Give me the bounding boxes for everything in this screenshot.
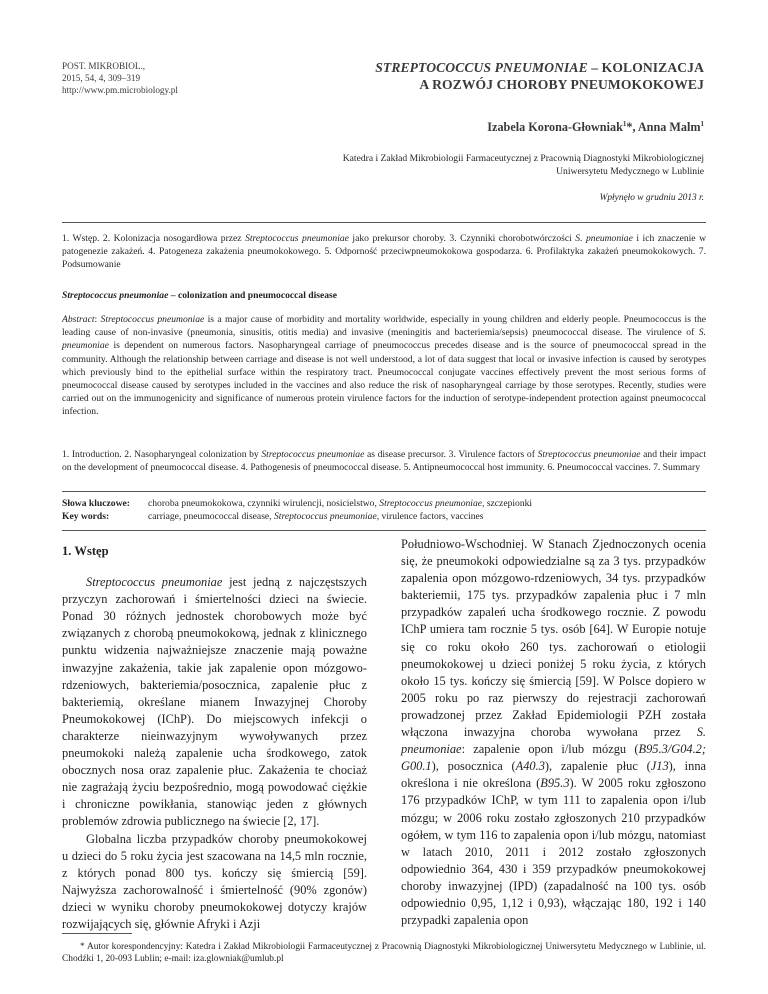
- footnote-rule: [62, 933, 132, 934]
- toc-pl-italic: Streptococcus pneumoniae: [245, 233, 349, 244]
- footnote: [62, 941, 706, 966]
- divider-top: [62, 222, 706, 223]
- affiliation-line1: Katedra i Zakład Mikrobiologii Farmaceutycznej z Pracownią Diagnostyki Mikrobiologicznej: [342, 153, 704, 164]
- footnote-mark: *: [80, 942, 85, 952]
- english-title: [62, 290, 337, 301]
- toc-english: [62, 448, 706, 474]
- toc-en-part: as disease precursor. 3. Virulence factors of: [364, 449, 538, 460]
- author-1: Izabela Korona-Głowniak: [487, 120, 623, 135]
- toc-pl-part: 1. Wstęp. 2. Kolonizacja nosogardłowa przez: [62, 233, 246, 244]
- icd-code: B95.3: [540, 776, 570, 791]
- abstract-colon: :: [94, 314, 101, 325]
- icd-code: A40.3: [515, 759, 545, 774]
- toc-en-italic: Streptococcus pneumoniae: [537, 449, 641, 460]
- paragraph-text: jest jedną z najczęstszych przyczyn zachorowań i śmiertelności dzieci na świecie. Ponad 30 różnych jednostek chorobowych może być związanych z chorobą pneumokokową, jednak z klinicznego punktu widzenia najważniejsze znaczenie mają poważne inwazyjne zakażenia, takie jak zapalenie opon mózgowo-rdzeniowych, bakteriemia/posocznica, zapalenie płuc z bakteriemią, określane mianem Inwazyjnej Choroby Pneumokokowej (IChP). Do miejscowych infekcji o charakterze nieinwazyjnym wywoływanych przez pneumokoki należą zapalenie ucha środkowego, zatok obocznych nosa oraz zapalenie płuc. Zakażenia te chociaż nie zagrażają życiu bezpośrednio, mogą powodować ciężkie i chroniczne powikłania, stanowiąc jeden z głównych problemów zdrowia publicznego na świecie [2, 17].: [62, 575, 368, 829]
- authors: [487, 120, 704, 135]
- title-species: STREPTOCOCCUS PNEUMONIAE: [375, 60, 588, 75]
- author-1-affil: 1: [622, 120, 627, 128]
- journal-url[interactable]: http://www.pm.microbiology.pl: [62, 85, 178, 96]
- author-separator: ,: [632, 120, 638, 135]
- paragraph-text: ), posocznica (: [431, 759, 516, 774]
- title-line1-rest: – KOLONIZACJA: [587, 60, 704, 75]
- footnote-text: Autor korespondencyjny: Katedra i Zakład Mikrobiologii Farmaceutycznej z Pracownią Diagnostyki Mikrobiologicznej Uniwersytetu Medycznego w Lublinie, ul. Chodźki 1, 20-093 Lublin; e-mail: iza.glowniak@umlub.pl: [62, 942, 706, 965]
- divider-keywords-top: [62, 491, 706, 492]
- author-2: Anna Malm: [637, 120, 701, 135]
- right-column: [401, 536, 706, 929]
- journal-info: [62, 60, 178, 97]
- abstract-species: S. pneumoniae: [62, 327, 706, 352]
- keywords-pl-text: choroba pneumokokowa, czynniki wirulencji, nosicielstwo,: [148, 498, 380, 509]
- paragraph-text: ), inna określona i nie określona (: [401, 759, 707, 791]
- journal-volume: 2015, 54, 4, 309–319: [62, 73, 141, 84]
- title-line2: A ROZWÓJ CHOROBY PNEUMOKOKOWEJ: [419, 76, 704, 92]
- keywords-en-label: Key words:: [62, 511, 110, 523]
- english-title-rest: – colonization and pneumococcal disease: [168, 290, 338, 301]
- section-heading: 1. Wstęp: [62, 544, 109, 558]
- english-title-species: Streptococcus pneumoniae: [62, 290, 169, 301]
- paragraph-species: Streptococcus pneumoniae: [86, 575, 223, 590]
- keywords-en-text: , virulence factors, vaccines: [376, 511, 484, 523]
- corresponding-mark: *: [626, 120, 633, 135]
- abstract-species: Streptococcus pneumoniae: [100, 314, 205, 325]
- article-title: [375, 60, 704, 93]
- keywords-en-text: carriage, pneumococcal disease,: [148, 511, 274, 523]
- paragraph-text: ). W 2005 roku zgłoszono 176 przypadków IChP, w tym 111 to zapalenia opon i/lub mózgu; w 2006 roku zostało zgłoszonych 210 przypadków ogółem, w tym 116 to zapalenia opon i/lub mózgu, natomiast w latach 2010, 2011 i 2012 zostało zgłoszonych odpowiednio 364, 430 i 359 przypadków pneumokokowej choroby inwazyjnej (IPD) (zapadalność na 100 tys. osób odpowiednio 0,95, 1,12 i 0,93), włączając 180, 192 i 140 przypadki zapalenia opon: [401, 776, 706, 928]
- abstract-label: Abstract: [62, 314, 95, 325]
- author-2-affil: 1: [700, 120, 704, 128]
- toc-en-part: 1. Introduction. 2. Nasopharyngeal colonization by: [62, 449, 262, 460]
- paragraph-continued: [401, 536, 706, 929]
- journal-name: POST. MIKROBIOL.,: [62, 61, 146, 71]
- toc-pl-italic: S. pneumoniae: [575, 233, 633, 244]
- toc-en-italic: Streptococcus pneumoniae: [261, 449, 365, 460]
- icd-code: J13: [650, 759, 669, 774]
- affiliation-line2: Uniwersytetu Medycznego w Lublinie: [556, 166, 704, 177]
- keywords-english: [62, 510, 706, 523]
- abstract-text: is a major cause of morbidity and mortality worldwide, especially in young children and elderly people. Pneumococcus is the leading cause of non-invasive (pneumonia, sinusitis, otitis media) and invasive (meningitis and bacteriemia/sepsis) pneumococcal disease. The virulence of: [62, 314, 707, 339]
- paragraph-text: : zapalenie opon i/lub mózgu (: [461, 742, 639, 757]
- received-date: Wpłynęło w grudniu 2013 r.: [599, 193, 704, 203]
- paragraph-species: S. pneumoniae: [401, 725, 706, 757]
- paragraph-text: Południowo-Wschodniej. W Stanach Zjednoczonych ocenia się, że pneumokoki odpowiedzialne są za 3 tys. przypadków zapalenia opon mózgowo-rdzeniowych, 34 tys. przypadków bakteriemii, 175 tys. przypadków zapalenia płuc i 7 mln przypadków zapaleń ucha środkowego rocznie. Z powodu IChP umiera tam rocznie 5 tys. osób [64]. W Europie notuje się co roku około 260 tys. zachorowań o etiologii pneumokokowej u dzieci poniżej 5 roku życia, z których około 15 tys. kończy się śmiercią [59]. W Polsce dopiero w 2005 roku po raz pierwszy do rejestracji zachorowań prowadzonej przez Zakład Epidemiologii PZH została włączona inwazyjna choroba wywołana przez: [401, 537, 706, 740]
- paragraph-1: [62, 574, 367, 830]
- toc-pl-part: jako prekursor choroby. 3. Czynniki chorobotwórczości: [348, 233, 576, 244]
- affiliation: [343, 152, 704, 178]
- keywords-en-italic: Streptococcus pneumoniae: [273, 511, 377, 523]
- paragraph-text: ), zapalenie płuc (: [544, 759, 651, 774]
- toc-polish: [62, 232, 706, 272]
- keywords-polish: [62, 497, 706, 510]
- keywords-pl-text: , szczepionki: [482, 498, 533, 509]
- keywords: [62, 497, 706, 524]
- abstract: [62, 313, 706, 419]
- toc-pl-part: i ich znaczenie w patogenezie zakażeń. 4. Patogeneza zakażenia pneumokokowego. 5. Odporność przeciwpneumokokowa gospodarza. 6. Profilaktyka zakażeń pneumokokowych. 7. Podsumowanie: [62, 233, 706, 271]
- paragraph-2: Globalna liczba przypadków choroby pneumokokowej u dzieci do 5 roku życia jest szacowana na 14,5 mln rocznie, z których ponad 800 tys. kończy się śmiercią [59]. Najwyższa zachorowalność i śmiertelność (90% zgonów) dzieci w wyniku choroby pneumokokowej dotyczy krajów rozwijających się, głównie Afryki i Azji: [62, 831, 367, 931]
- icd-code: B95.3/G04.2; G00.1: [401, 742, 706, 774]
- divider-keywords-bottom: [62, 530, 706, 531]
- abstract-text: is dependent on numerous factors. Nasopharyngeal carriage of pneumococcus precedes disease and is the source of pneumococcal spread in the community. Although the relationship between carriage and disease is not well understood, a lot of data suggest that local or invasive infection is caused by serotypes which previously bind to the epithelial surface within the respiratory tract. Pneumococcal conjugate vaccines effectively prevent the most serious forms of pneumococcal disease caused by serotypes included in the vaccines and also reduce the risk of nasopharyngeal carriage by those serotypes. Recently, studies were carried out on the immunogenicity and significance of numerous protein virulence factors for the induction of serotype-independent protection against pneumococcal infection.: [62, 340, 706, 418]
- keywords-pl-italic: Streptococcus pneumoniae: [379, 498, 483, 509]
- toc-en-part: and their impact on the development of pneumococcal disease. 4. Pathogenesis of pneumococcal disease. 5. Antipneumococcal host immunity. 6. Pneumococcal vaccines. 7. Summary: [62, 449, 706, 474]
- keywords-pl-label: Słowa kluczowe:: [62, 498, 130, 509]
- left-column: [62, 543, 367, 933]
